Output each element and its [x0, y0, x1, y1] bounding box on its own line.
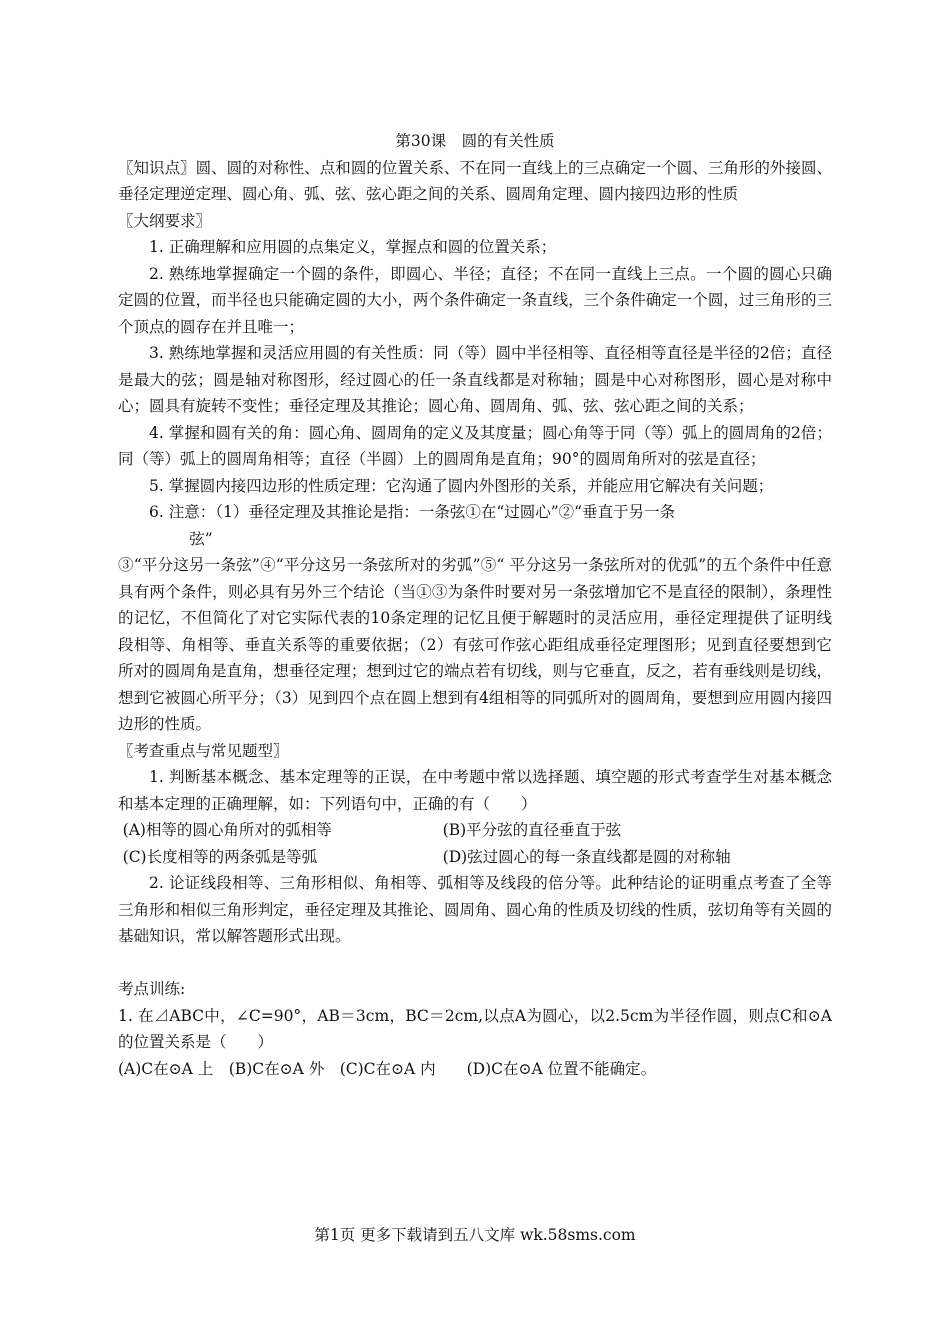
options-row-1 [123, 817, 832, 844]
note-first-line: （1）垂径定理及其推论是指：一条弦①在“过圆心”②“垂直于另一条 [215, 503, 676, 521]
page-footer: 第1页 更多下载请到五八文库 wk.58sms.com [314, 1226, 636, 1244]
outline-header: 〖大纲要求〗 [118, 211, 212, 230]
exercise-1-options: (A)C在⊙A 上 (B)C在⊙A 外 (C)C在⊙A 内 (D)C在⊙A 位置不能确定。 [118, 1059, 657, 1078]
exam-options [118, 817, 832, 870]
blank-line [118, 950, 832, 977]
note-number: 6. 注意： [149, 503, 216, 521]
training-header: 考点训练: [118, 980, 186, 998]
outline-item-1: 1. 正确理解和应用圆的点集定义，掌握点和圆的位置关系； [149, 238, 557, 256]
page-title: 第30课 圆的有关性质 [395, 132, 555, 150]
outline-item-2: 2. 熟练地掌握确定一个圆的条件，即圆心、半径；直径；不在同一直线上三点。一个圆的圆心只确定圆的位置，而半径也只能确定圆的大小，两个条件确定一条直线，三个条件确定一个圆，过三角形的三个顶点的圆存在并且唯一； [118, 264, 833, 336]
outline-item-5: 5. 掌握圆内接四边形的性质定理：它沟通了圆内外图形的关系，并能应用它解决有关问题； [149, 476, 774, 495]
knowledge-points: 〖知识点〗圆、圆的对称性、点和圆的位置关系、不在同一直线上的三点确定一个圆、三角形的外接圆、垂径定理逆定理、圆心角、弧、弦、弦心距之间的关系、圆周角定理、圆内接四边形的性质 [118, 158, 832, 203]
note-first-line-cont: 弦” [189, 529, 213, 548]
exercise-1: 1. 在⊿ABC中，∠C=90°，AB＝3cm，BC＝2cm,以点A为圆心，以2.5cm为半径作圆，则点C和⊙A的位置关系是（ ） [118, 1006, 832, 1051]
option-d: (D)弦过圆心的每一条直线都是圆的对称轴 [442, 847, 731, 866]
outline-item-6 [118, 499, 832, 552]
exam-item-1: 1. 判断基本概念、基本定理等的正误，在中考题中常以选择题、填空题的形式考查学生对基本概念和基本定理的正确理解，如：下列语句中，正确的有（ ） [118, 768, 833, 813]
outline-item-4: 4. 掌握和圆有关的角：圆心角、圆周角的定义及其度量；圆心角等于同（等）弧上的圆周角的2倍；同（等）弧上的圆周角相等；直径（半圆）上的圆周角是直角；90°的圆周角所对的弦是直径； [118, 423, 832, 468]
exam-header: 〖考查重点与常见题型〗 [118, 741, 289, 760]
option-c: (C)长度相等的两条弧是等弧 [122, 847, 318, 866]
note-body: ③“平分这另一条弦”④“平分这另一条弦所对的劣弧”⑤“ 平分这另一条弦所对的优弧”的五个条件中任意具有两个条件，则必具有另外三个结论（当①③为条件时要对另一条弦增加它不是直径的限制），条理性的记忆，不但简化了对它实际代表的10条定理的记忆且便于解题时的灵活应用，垂径定理提供了证明线段相等、角相等、垂直关系等的重要依据；（2）有弦可作弦心距组成垂径定理图形；见到直径要想到它所对的圆周角是直角，想垂径定理；想到过它的端点若有切线，则与它垂直，反之，若有垂线则是切线，想到它被圆心所平分；（3）见到四个点在圆上想到有4组相等的同弧所对的圆周角，要想到应用圆内接四边形的性质。 [118, 556, 832, 733]
exam-item-2: 2. 论证线段相等、三角形相似、角相等、弧相等及线段的倍分等。此种结论的证明重点考查了全等三角形和相似三角形判定，垂径定理及其推论、圆周角、圆心角的性质及切线的性质，弦切角等有关圆的基础知识，常以解答题形式出现。 [118, 874, 833, 945]
option-a: (A)相等的圆心角所对的弧相等 [122, 821, 332, 839]
option-b: (B)平分弦的直径垂直于弦 [442, 821, 622, 839]
outline-item-3: 3. 熟练地掌握和灵活应用圆的有关性质：同（等）圆中半径相等、直径相等直径是半径的2倍；直径是最大的弦；圆是轴对称图形，经过圆心的任一条直线都是对称轴；圆是中心对称图形，圆心是对称中心；圆具有旋转不变性；垂径定理及其推论；圆心角、圆周角、弧、弦、弦心距之间的关系； [118, 344, 832, 415]
options-row-2 [123, 844, 832, 871]
document-body [118, 128, 832, 1082]
